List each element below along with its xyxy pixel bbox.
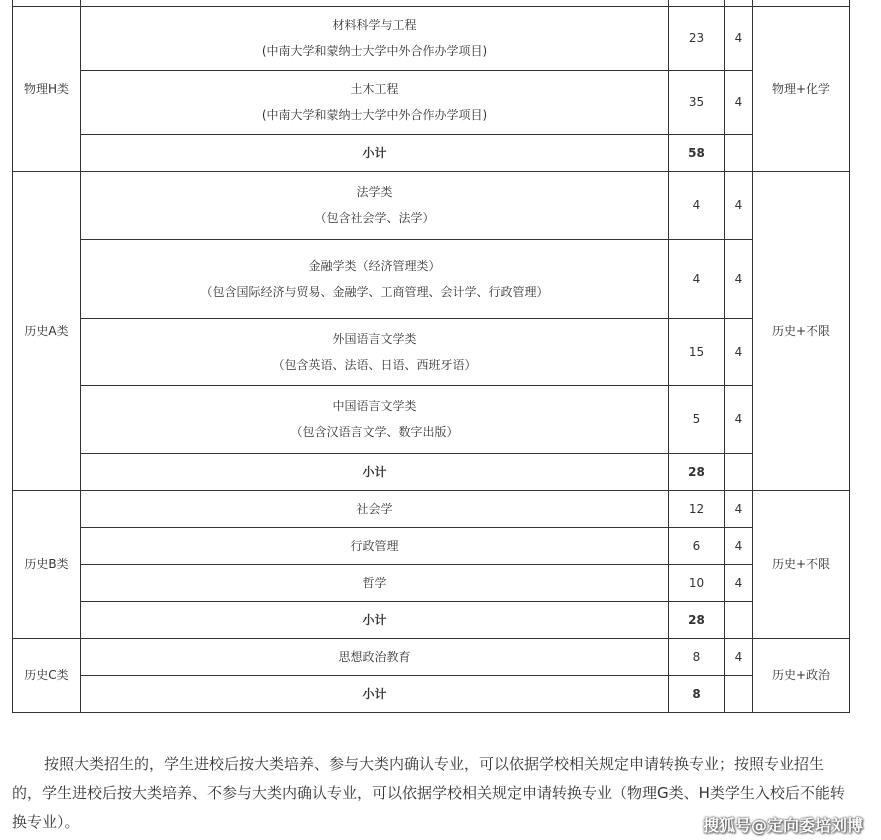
plan-count: 10 (669, 565, 725, 602)
plan-count: 15 (669, 319, 725, 386)
major-note: （包含国际经济与贸易、金融学、工商管理、会计学、行政管理） (200, 284, 549, 299)
subtotal-label: 小计 (81, 602, 669, 639)
major-cell (81, 386, 669, 454)
watermark: 搜狐号@定向委培刘博 (702, 816, 863, 835)
plan-count: 35 (669, 71, 725, 135)
admission-plan-table (12, 0, 850, 713)
subtotal-label: 小计 (81, 454, 669, 491)
plan-count: 6 (669, 528, 725, 565)
major-note: （包含汉语言文学、数字出版） (290, 425, 459, 439)
major-name: 法学类 (356, 185, 393, 200)
major-cell (81, 319, 669, 386)
table-row (13, 639, 850, 676)
group-name-cell: 历史B类 (13, 491, 81, 639)
major-name: 社会学 (81, 491, 669, 528)
empty-cell (725, 676, 753, 713)
major-cell (81, 172, 669, 240)
years: 4 (725, 639, 753, 676)
subject-requirement: 物理+化学 (753, 7, 850, 172)
subtotal-value: 28 (669, 454, 725, 491)
major-cell (81, 71, 669, 135)
subtotal-row (13, 676, 850, 713)
empty-cell (725, 602, 753, 639)
years: 4 (725, 172, 753, 240)
years: 4 (725, 240, 753, 319)
major-note: (中南大学和蒙纳士大学中外合作办学项目) (261, 108, 488, 122)
subtotal-row (13, 602, 850, 639)
group-name-cell: 历史C类 (13, 639, 81, 713)
plan-count: 4 (669, 240, 725, 319)
subject-requirement: 历史+不限 (753, 172, 850, 491)
subject-requirement: 历史+政治 (753, 639, 850, 713)
table-row (13, 319, 850, 386)
table-row (13, 172, 850, 240)
major-name: 土木工程 (350, 82, 399, 97)
years: 4 (725, 319, 753, 386)
subtotal-row (13, 454, 850, 491)
major-name: 材料科学与工程 (332, 18, 417, 33)
major-name: 思想政治教育 (81, 639, 669, 676)
subtotal-row (13, 135, 850, 172)
table-row (13, 565, 850, 602)
years: 4 (725, 71, 753, 135)
subtotal-value: 28 (669, 602, 725, 639)
major-name: 哲学 (81, 565, 669, 602)
major-note: （包含社会学、法学） (314, 211, 435, 225)
table-row (13, 491, 850, 528)
subtotal-label: 小计 (81, 135, 669, 172)
table-row (13, 7, 850, 71)
group-name-cell: 物理H类 (13, 7, 81, 172)
plan-count: 12 (669, 491, 725, 528)
table-row (13, 71, 850, 135)
subtotal-label: 小计 (81, 676, 669, 713)
subtotal-value: 8 (669, 676, 725, 713)
table-row (13, 386, 850, 454)
transfer-policy-paragraph: 按照大类招生的，学生进校后按大类培养、参与大类内确认专业，可以依据学校相关规定申请转换专业；按照专业招生的，学生进校后按大类培养、不参与大类内确认专业，可以依据学校相关规定申请转换专业（物理G类、H类学生入校后不能转换专业）。 (12, 755, 845, 831)
empty-cell (725, 454, 753, 491)
plan-count: 4 (669, 172, 725, 240)
group-name-cell: 历史A类 (13, 172, 81, 491)
plan-count: 23 (669, 7, 725, 71)
major-name: 中国语言文学类 (332, 399, 417, 414)
subtotal-value: 58 (669, 135, 725, 172)
major-name: 行政管理 (81, 528, 669, 565)
subject-requirement: 历史+不限 (753, 491, 850, 639)
major-cell (81, 240, 669, 319)
plan-count: 8 (669, 639, 725, 676)
major-name: 金融学类（经济管理类） (308, 258, 441, 273)
years: 4 (725, 565, 753, 602)
major-name: 外国语言文学类 (332, 331, 417, 346)
years: 4 (725, 491, 753, 528)
table-row (13, 528, 850, 565)
major-note: (中南大学和蒙纳士大学中外合作办学项目) (261, 44, 488, 58)
years: 4 (725, 386, 753, 454)
plan-count: 5 (669, 386, 725, 454)
major-note: （包含英语、法语、日语、西班牙语） (272, 357, 477, 372)
empty-cell (725, 135, 753, 172)
years: 4 (725, 528, 753, 565)
major-cell (81, 7, 669, 71)
years: 4 (725, 7, 753, 71)
table-row (13, 240, 850, 319)
